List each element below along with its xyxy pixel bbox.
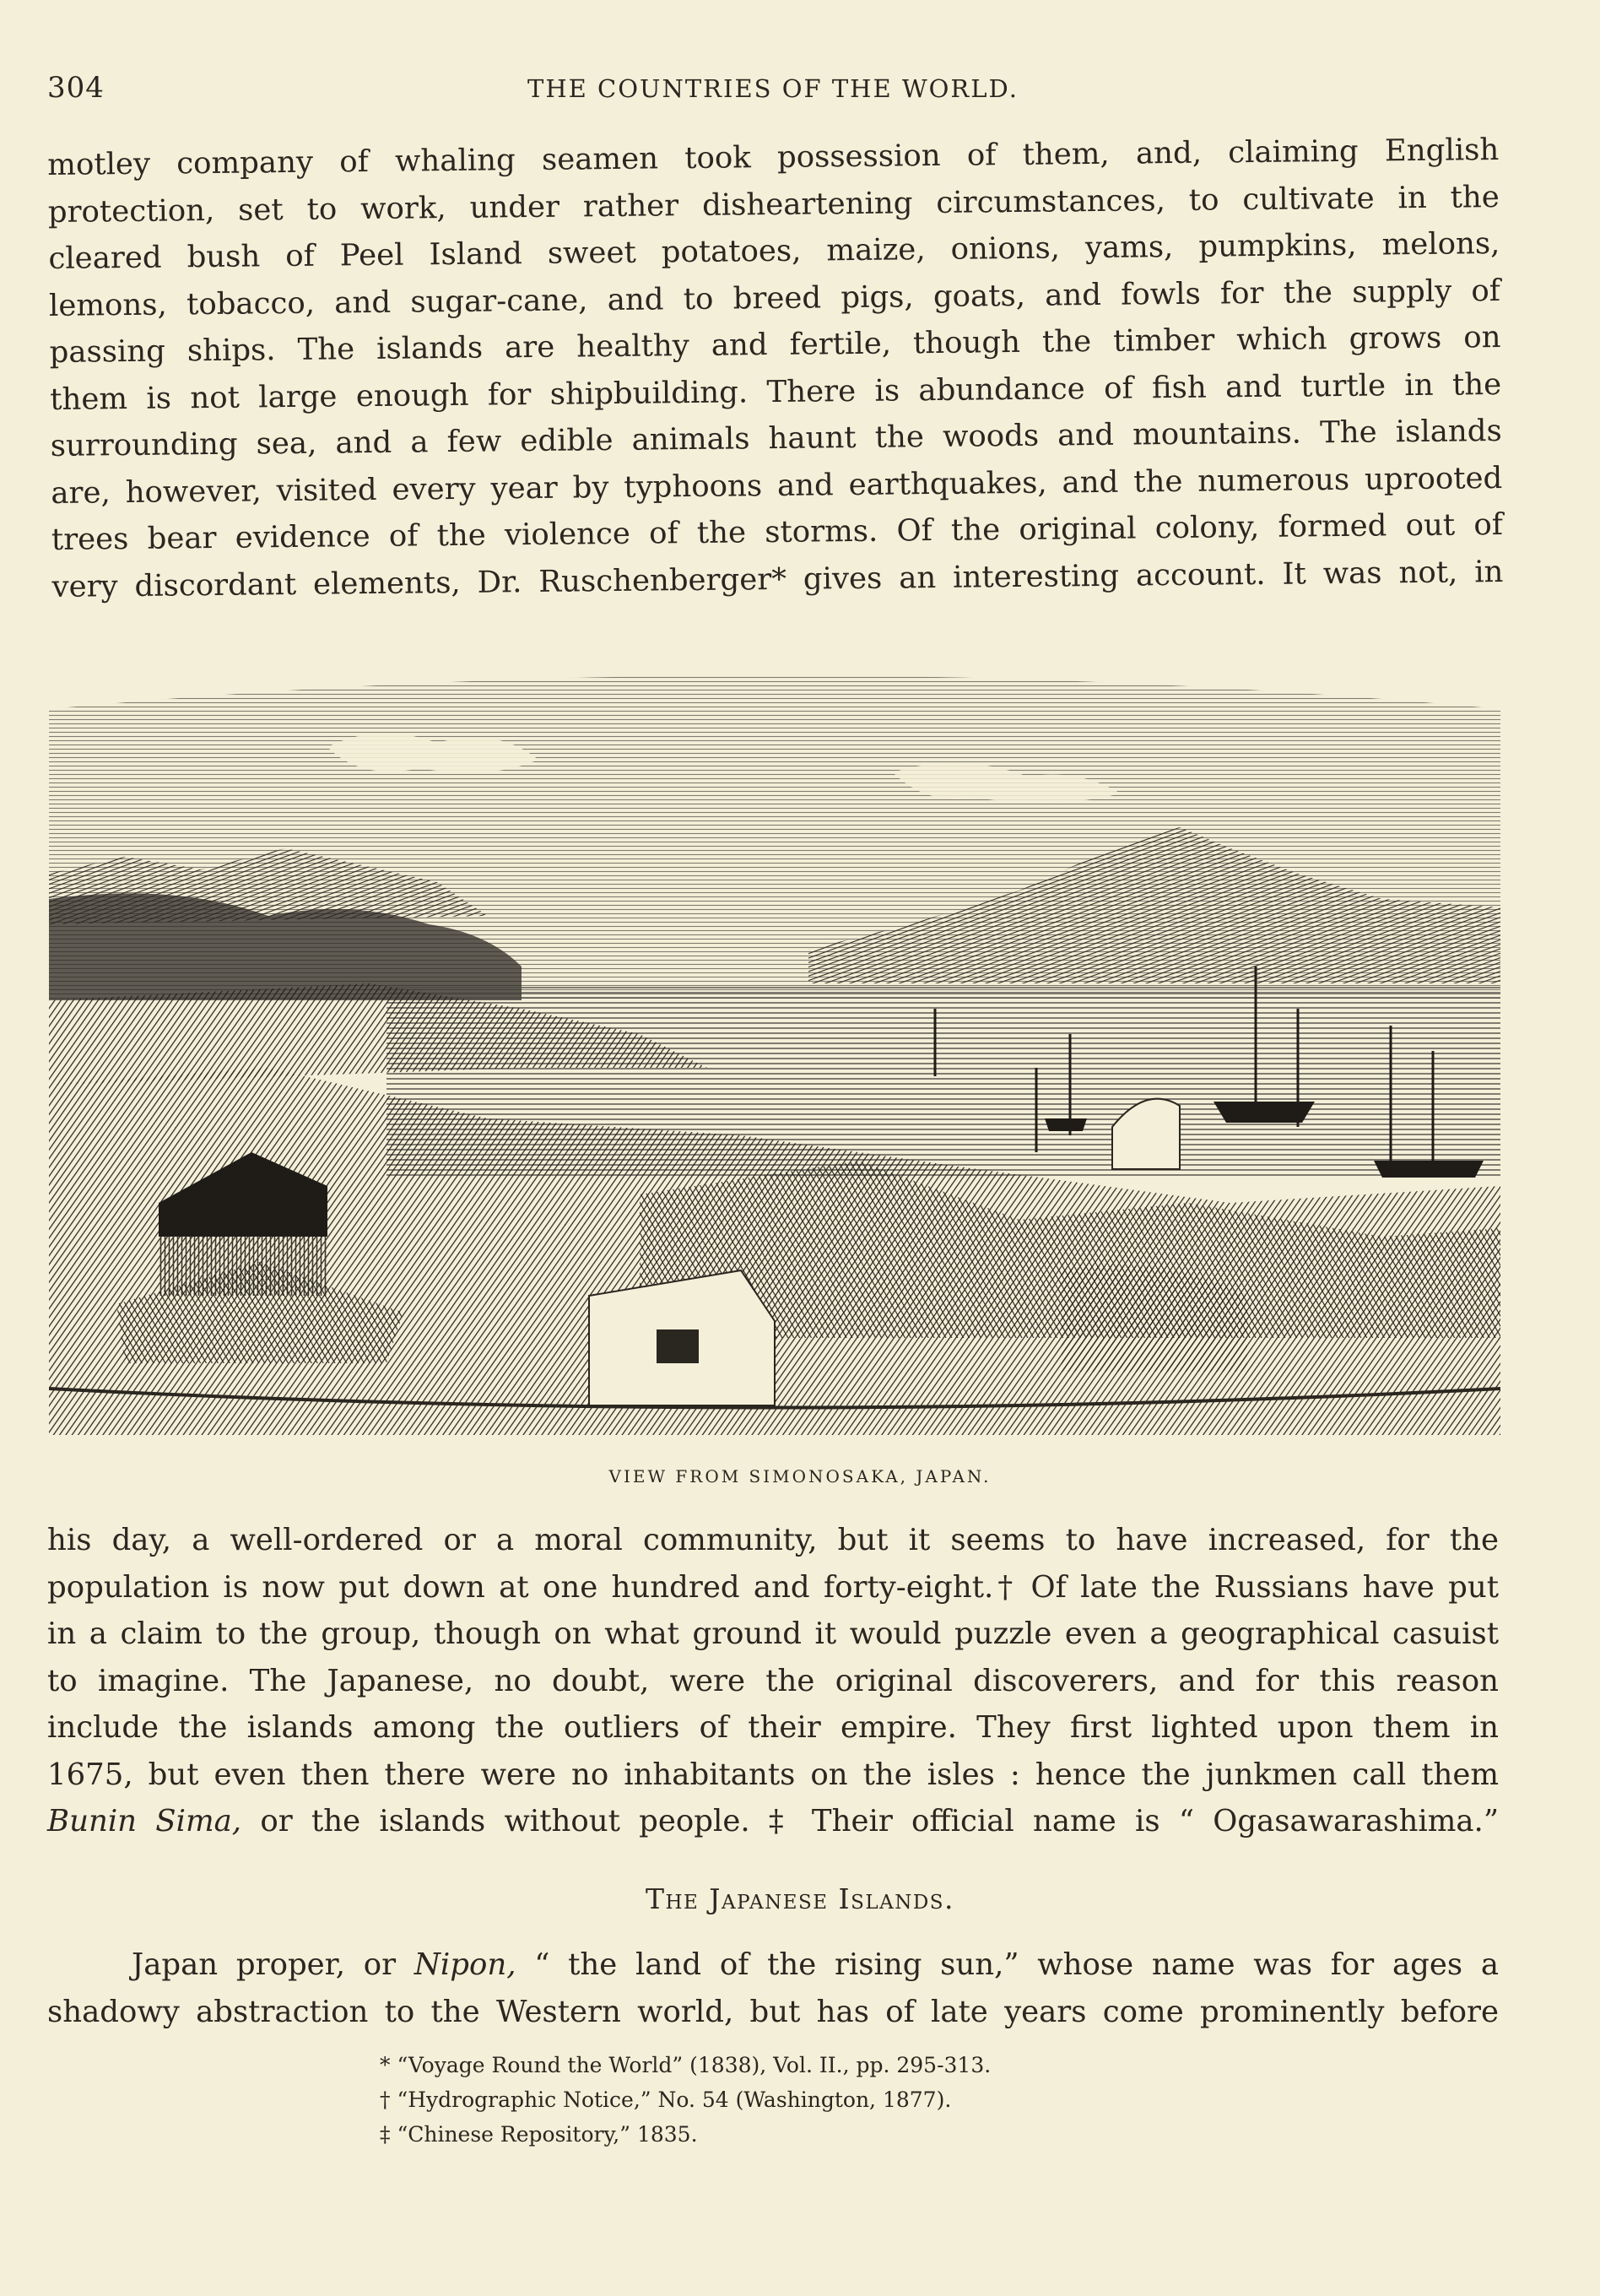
junk-boat xyxy=(1214,1102,1315,1123)
text-line: passing ships. The islands are healthy and fertile, though the timber which grows on xyxy=(49,319,1501,370)
page-number: 304 xyxy=(47,71,105,105)
footnote: † “Hydrographic Notice,” No. 54 (Washington, 1877). xyxy=(380,2088,952,2112)
text-line: population is now put down at one hundred and forty-eight.† Of late the Russians have put xyxy=(47,1569,1499,1605)
section-heading: The Japanese Islands. xyxy=(645,1882,955,1915)
text-line: motley company of whaling seamen took possession of them, and, claiming English xyxy=(47,132,1500,182)
text-line: are, however, visited every year by typhoons and earthquakes, and the numerous uprooted xyxy=(51,460,1503,511)
text-line: protection, set to work, under rather disheartening circumstances, to cultivate in the xyxy=(47,179,1500,230)
text-line xyxy=(47,1941,1499,1989)
text-line: his day, a well-ordered or a moral community, but it seems to have increased, for the xyxy=(47,1523,1499,1557)
text-line: cleared bush of Peel Island sweet potatoes, maize, onions, yams, pumpkins, melons, xyxy=(48,225,1500,276)
house-window xyxy=(657,1329,699,1363)
footnote: ‡ “Chinese Repository,” 1835. xyxy=(380,2122,698,2147)
text-line: lemons, tobacco, and sugar-cane, and to breed pigs, goats, and fowls for the supply of xyxy=(48,273,1501,323)
text-line-last xyxy=(47,1798,1499,1845)
italic-term: Nipon, xyxy=(414,1947,516,1982)
boat xyxy=(1374,1161,1484,1178)
running-head: THE COUNTRIES OF THE WORLD. xyxy=(527,74,1019,103)
illustration-caption: VIEW FROM SIMONOSAKA, JAPAN. xyxy=(608,1466,992,1486)
line-text: “ the land of the rising sun,” whose name was for ages a xyxy=(516,1947,1499,1982)
section-paragraph xyxy=(47,1941,1499,2036)
text-line: surrounding sea, and a few edible animals haunt the woods and mountains. The islands xyxy=(50,413,1502,463)
engraving-illustration xyxy=(49,646,1500,1435)
text-line: 1675, but even then there were no inhabitants on the isles : hence the junkmen call them xyxy=(47,1757,1499,1792)
footnotes xyxy=(380,2048,991,2152)
line-text: Japan proper, or xyxy=(132,1947,414,1982)
italic-term: Bunin Sima, xyxy=(47,1804,242,1838)
harbor-engraving xyxy=(49,646,1500,1435)
text-line: to imagine. The Japanese, no doubt, were the original discoverers, and for this reason xyxy=(47,1663,1499,1698)
page-header xyxy=(47,71,1499,105)
text-line: in a claim to the group, though on what ground it would puzzle even a geographical casuist xyxy=(47,1616,1499,1651)
text-line: trees bear evidence of the violence of the storms. Of the original colony, formed out of xyxy=(51,506,1504,557)
boat xyxy=(1045,1118,1087,1131)
text-line: shadowy abstraction to the Western world, but has of late years come prominently before xyxy=(47,1995,1499,2029)
text-line: include the islands among the outliers of their empire. They first lighted upon them in xyxy=(47,1710,1499,1745)
text-line: them is not large enough for shipbuilding. There is abundance of fish and turtle in the xyxy=(49,366,1502,417)
text-line: very discordant elements, Dr. Ruschenberger* gives an interesting account. It was not, in xyxy=(51,554,1504,604)
top-paragraph xyxy=(47,127,1504,610)
line-text: or the islands without people. ‡ Their official name is “ Ogasawarashima.” xyxy=(241,1804,1499,1838)
lower-paragraph xyxy=(47,1517,1499,1845)
footnote: * “Voyage Round the World” (1838), Vol. II., pp. 295-313. xyxy=(380,2053,992,2077)
